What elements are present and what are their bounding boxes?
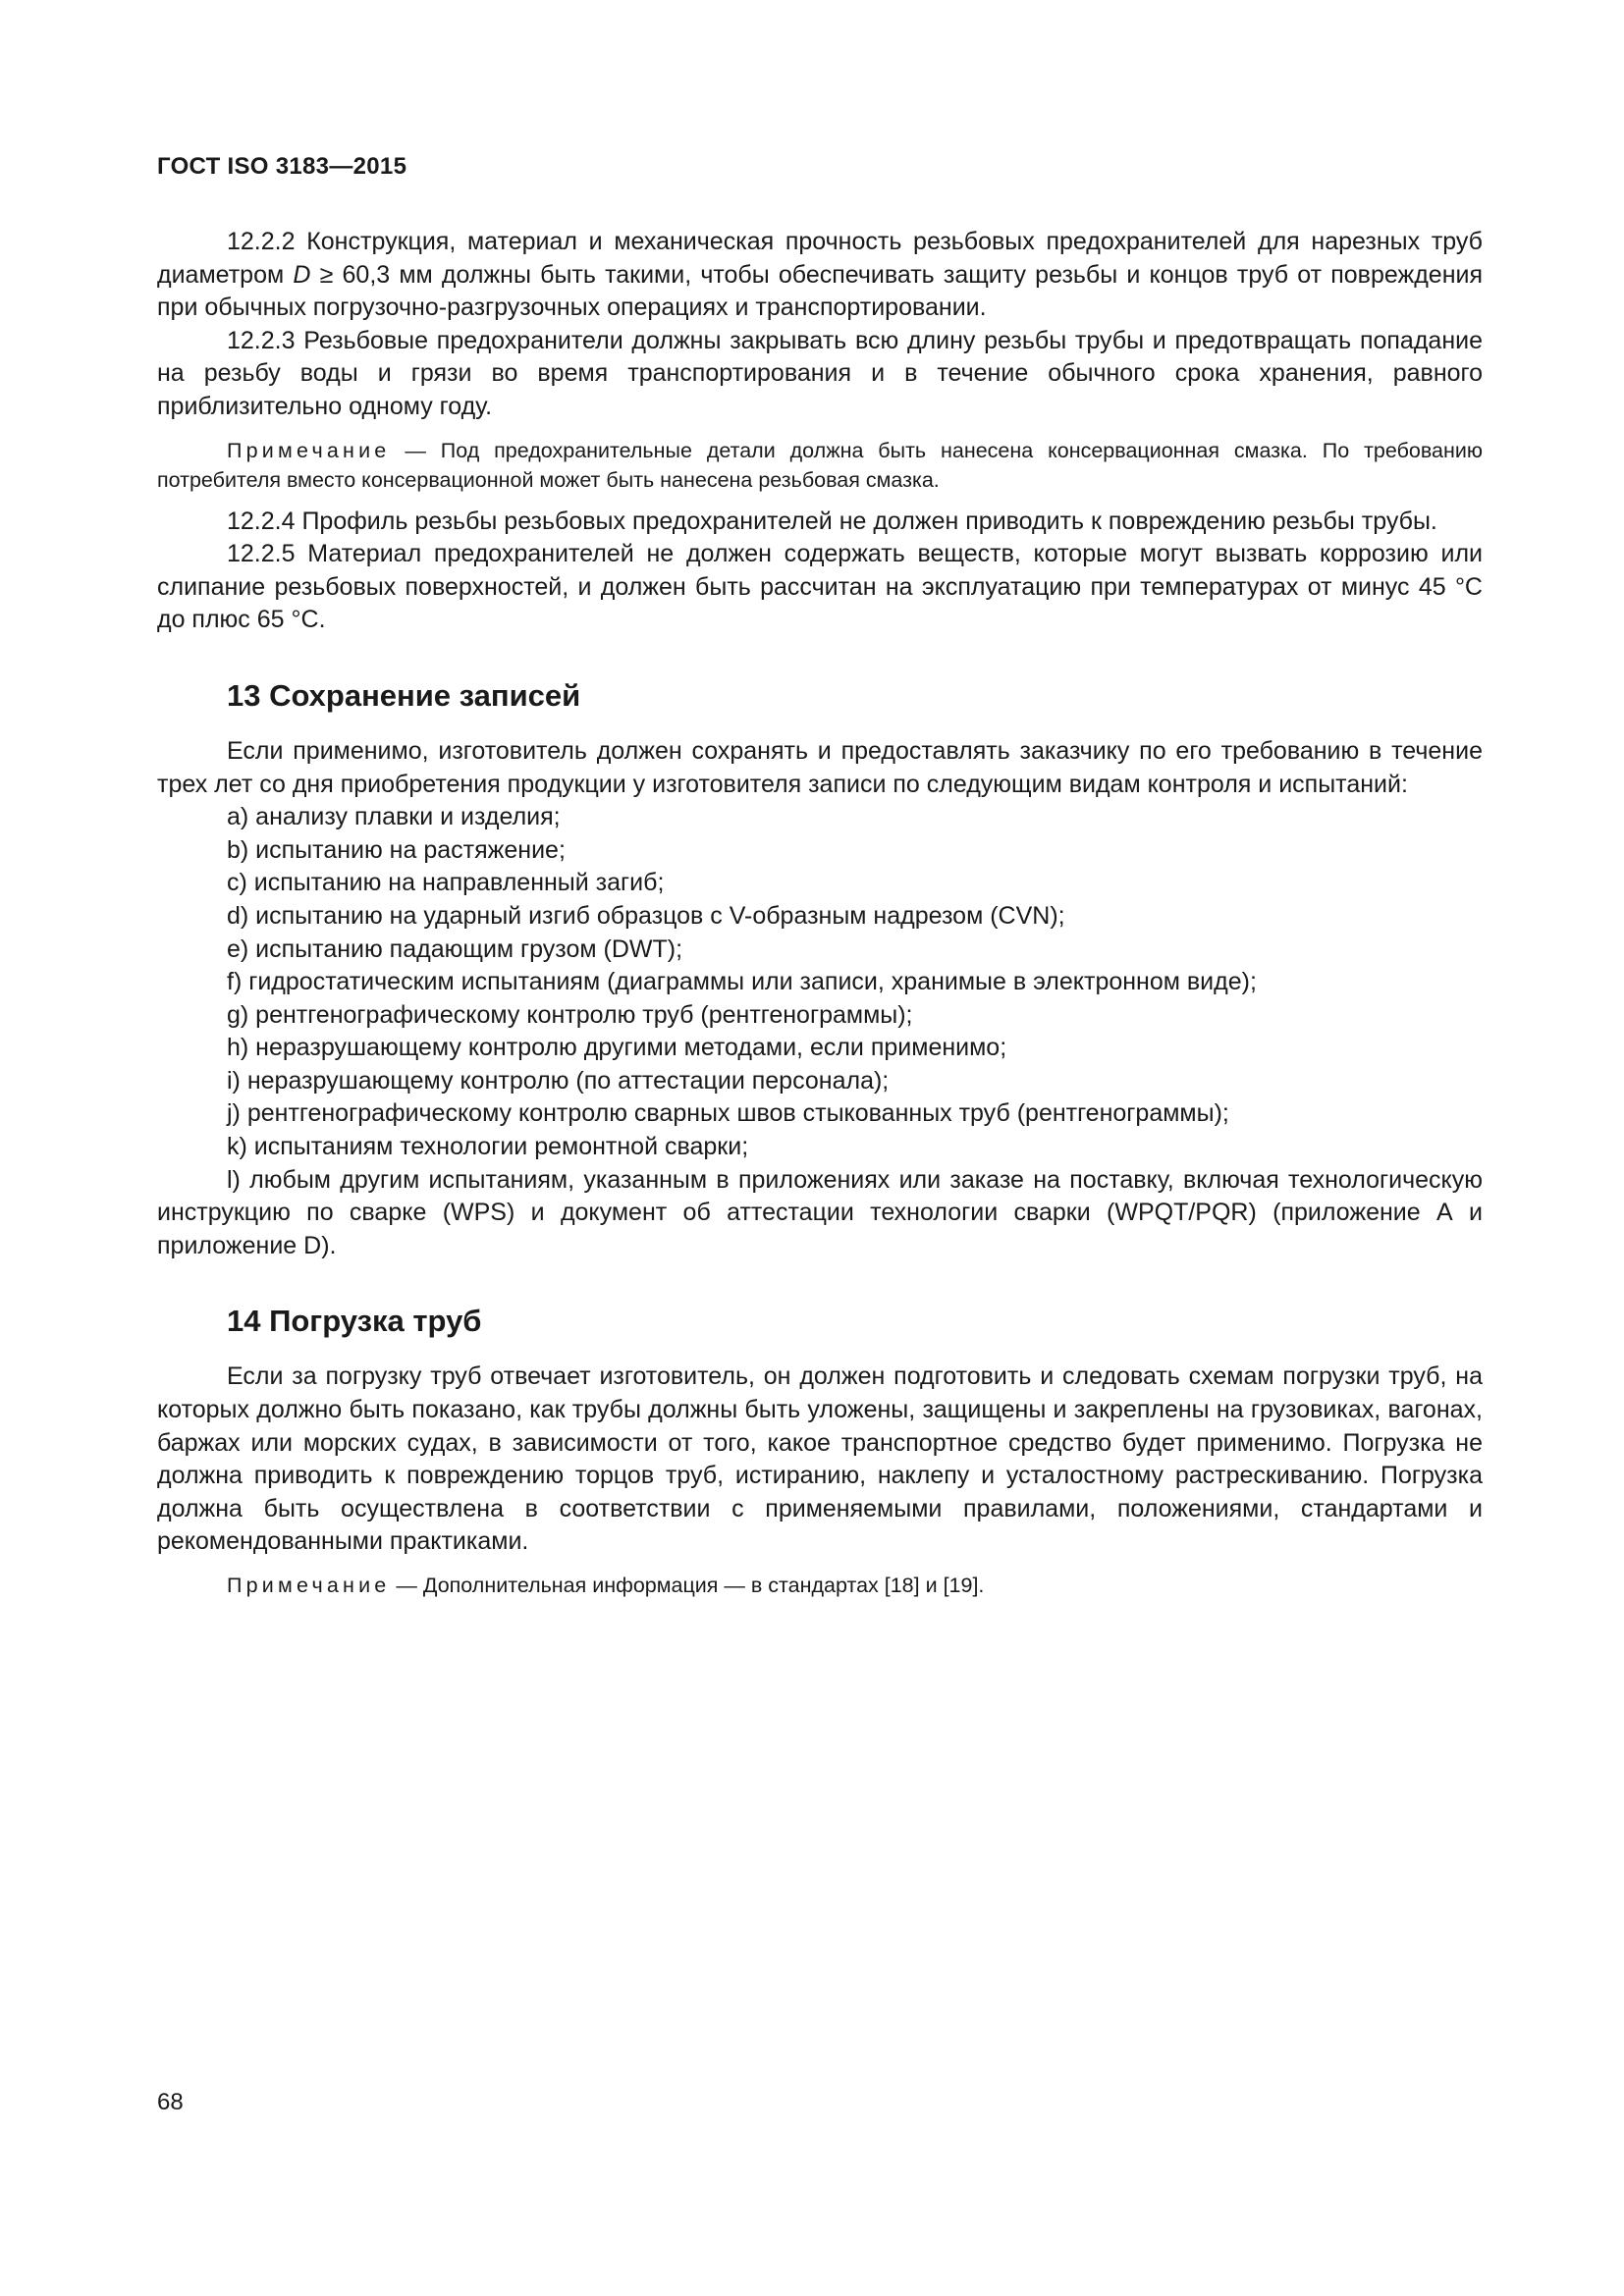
paragraph-12-2-2-part1: 12.2.2 Конструкция, материал и механическая прочность резьбовых предохранителей для нарезных труб диаметром (157, 228, 1483, 289)
note-1 (157, 436, 1483, 495)
document-body (157, 226, 1483, 1611)
list-item-k: k) испытаниям технологии ремонтной сварки; (227, 1133, 749, 1161)
page-number: 68 (157, 2089, 184, 2115)
document-header: ГОСТ ISO 3183—2015 (157, 153, 407, 180)
section-14-paragraph: Если за погрузку труб отвечает изготовитель, он должен подготовить и следовать схемам погрузки труб, на которых должно быть показано, как трубы должны быть уложены, защищены и закреплены на грузовиках, вагонах, баржах или морских судах, в зависимости от того, какое транспортное средство будет применимо. Погрузка не должна приводить к повреждению торцов труб, истиранию, наклепу и усталостному растрескиванию. Погрузка должна быть осуществлена в соответствии с применяемыми правилами, положениями, стандартами и рекомендованными практиками. (157, 1362, 1483, 1556)
section-heading-14: 14 Погрузка труб (227, 1304, 482, 1339)
note-1-text: — Под предохранительные детали должна быть нанесена консервационная смазка. По требованию потребителя вместо консервационной может быть нанесена резьбовая смазка. (157, 438, 1483, 492)
note-2-label: Примечание (227, 1574, 391, 1597)
note-2-text: — Дополнительная информация — в стандартах [18] и [19]. (390, 1574, 985, 1597)
list-item-g: g) рентгенографическому контролю труб (рентгенограммы); (227, 1000, 913, 1029)
diameter-variable: D (293, 260, 311, 289)
list-item-l: l) любым другим испытаниям, указанным в приложениях или заказе на поставку, включая технологическую инструкцию по сварке (WPS) и документ об аттестации технологии сварки (WPQT/PQR) (приложение А и приложение D). (157, 1165, 1483, 1259)
list-item-h: h) неразрушающему контролю другими методами, если применимо; (227, 1034, 1007, 1062)
section-heading-13: 13 Сохранение записей (227, 677, 581, 713)
paragraph-12-2-5: 12.2.5 Материал предохранителей не должен содержать веществ, которые могут вызвать коррозию или слипание резьбовых поверхностей, и должен быть рассчитан на эксплуатацию при температурах от минус 45 °С до плюс 65 °С. (157, 540, 1483, 634)
list-item-c: c) испытанию на направленный загиб; (227, 869, 665, 897)
section-13-intro: Если применимо, изготовитель должен сохранять и предоставлять заказчику по его требованию в течение трех лет со дня приобретения продукции у изготовителя записи по следующим видам контроля и испытаний: (157, 736, 1483, 798)
list-item-i: i) неразрушающему контролю (по аттестации персонала); (227, 1066, 890, 1095)
list-item-d: d) испытанию на ударный изгиб образцов с V-образным надрезом (CVN); (227, 901, 1065, 930)
list-item-j: j) рентгенографическому контролю сварных швов стыкованных труб (рентгенограммы); (227, 1099, 1229, 1128)
note-1-label: Примечание (227, 438, 391, 462)
list-item-f: f) гидростатическим испытаниям (диаграммы или записи, хранимые в электронном виде); (227, 968, 1257, 996)
list-item-a: a) анализу плавки и изделия; (227, 803, 561, 831)
note-2 (157, 1571, 1483, 1600)
list-item-b: b) испытанию на растяжение; (227, 835, 566, 864)
paragraph-12-2-4: 12.2.4 Профиль резьбы резьбовых предохранителей не должен приводить к повреждению резьбы трубы. (227, 507, 1437, 535)
list-item-e: e) испытанию падающим грузом (DWT); (227, 934, 683, 963)
paragraph-12-2-3: 12.2.3 Резьбовые предохранители должны закрывать всю длину резьбы трубы и предотвращать попадание на резьбу воды и грязи во время транспортирования и в течение обычного срока хранения, равного приблизительно одному году. (157, 326, 1483, 420)
paragraph-12-2-2 (157, 226, 1483, 325)
paragraph-12-2-2-part2: ≥ 60,3 мм должны быть такими, чтобы обеспечивать защиту резьбы и концов труб от повреждения при обычных погрузочно-разгрузочных операциях и транспортировании. (157, 260, 1484, 322)
